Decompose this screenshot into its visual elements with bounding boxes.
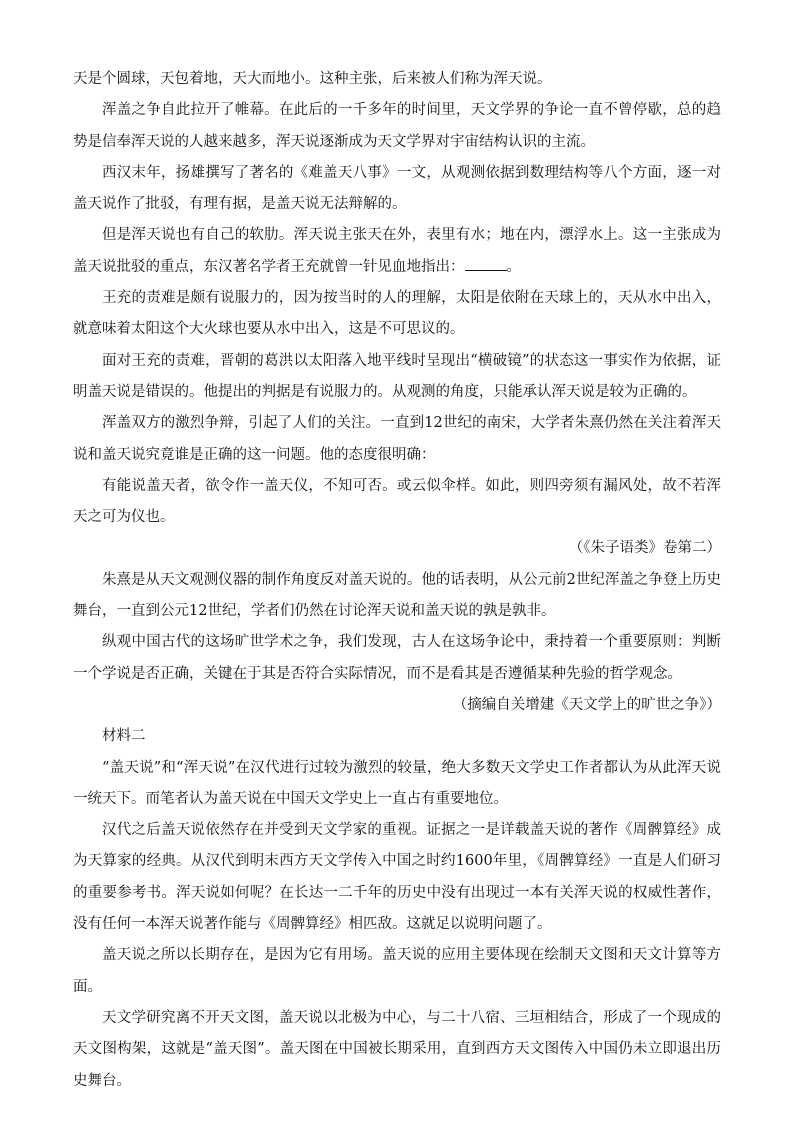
fill-in-blank[interactable] [465, 256, 507, 271]
paragraph-6: 面对王充的责难，晋朝的葛洪以太阳落入地平线时呈现出“横破镜”的状态这一事实作为依据，证明盖天说是错误的。他提出的判据是有说服力的。从观测的角度，只能承认浑天说是较为正确的。 [73, 352, 721, 400]
quotation-source: （《朱子语类》卷第二） [568, 540, 721, 557]
paragraph-12: 盖天说之所以长期存在，是因为它有用场。盖天说的应用主要体现在绘制天文图和天文计算等方面。 [73, 947, 721, 995]
document-page [73, 64, 721, 1097]
paragraph-5: 王充的责难是颇有说服力的，因为按当时的人的理解，太阳是依附在天球上的，天从水中出入，就意味着太阳这个大火球也要从水中出入，这是不可思议的。 [73, 290, 721, 338]
paragraph-13: 天文学研究离不开天文图，盖天说以北极为中心，与二十八宿、三垣相结合，形成了一个现成的天文图构架，这就是“盖天图”。盖天图在中国被长期采用，直到西方天文图传入中国仍未立即退出历史舞台。 [73, 1009, 721, 1089]
paragraph-9: 纵观中国古代的这场旷世学术之争，我们发现，古人在这场争论中，秉持着一个重要原则：判断一个学说是否正确，关键在于其是否符合实际情况，而不是看其是否遵循某种先验的哲学观念。 [73, 634, 721, 682]
section-heading: 材料二 [102, 728, 146, 745]
paragraph-7: 浑盖双方的激烈争辩，引起了人们的关注。一直到12世纪的南宋，大学者朱熹仍然在关注着浑天说和盖天说究竟谁是正确的这一问题。他的态度很明确： [73, 415, 721, 463]
article-source: （摘编自关增建《天文学上的旷世之争》） [452, 696, 721, 713]
paragraph-4-text: 但是浑天说也有自己的软肋。浑天说主张天在外，表里有水；地在内，漂浮水上。这一主张成为盖天说批驳的重点，东汉著名学者王充就曾一针见血地指出： [73, 227, 721, 275]
paragraph-1: 天是个圆球，天包着地，天大而地小。这种主张，后来被人们称为浑天说。 [73, 71, 552, 87]
paragraph-11: 汉代之后盖天说依然存在并受到天文学家的重视。证据之一是详载盖天说的著作《周髀算经》成为天算家的经典。从汉代到明末西方天文学传入中国之时约1600年里，《周髀算经》一直是人们研习的重要参考书。浑天说如何呢？在长达一二千年的历史中没有出现过一本有关浑天说的权威性著作，没有任何一本浑天说著作能与《周髀算经》相匹敌。这就足以说明问题了。 [73, 822, 721, 933]
quotation: 有能说盖天者，欲令作一盖天仪，不知可否。或云似伞样。如此，则四旁须有漏风处，故不若浑天之可为仪也。 [73, 477, 721, 526]
paragraph-3: 西汉末年，扬雄撰写了著名的《难盖天八事》一文，从观测依据到数理结构等八个方面，逐一对盖天说作了批驳，有理有据，是盖天说无法辩解的。 [73, 164, 721, 213]
paragraph-4-end: 。 [506, 258, 521, 275]
paragraph-2: 浑盖之争自此拉开了帷幕。在此后的一千多年的时间里，天文学界的争论一直不曾停歇，总的趋势是信奉浑天说的人越来越多，浑天说逐渐成为天文学界对宇宙结构认识的主流。 [73, 102, 721, 150]
paragraph-4 [73, 220, 721, 283]
paragraph-10: “盖天说”和“浑天说”在汉代进行过较为激烈的较量，绝大多数天文学史工作者都认为从此浑天说一统天下。而笔者认为盖天说在中国天文学史上一直占有重要地位。 [73, 759, 721, 807]
paragraph-8: 朱熹是从天文观测仪器的制作角度反对盖天说的。他的话表明，从公元前2世纪浑盖之争登上历史舞台，一直到公元12世纪，学者们仍然在讨论浑天说和盖天说的孰是孰非。 [73, 571, 721, 620]
